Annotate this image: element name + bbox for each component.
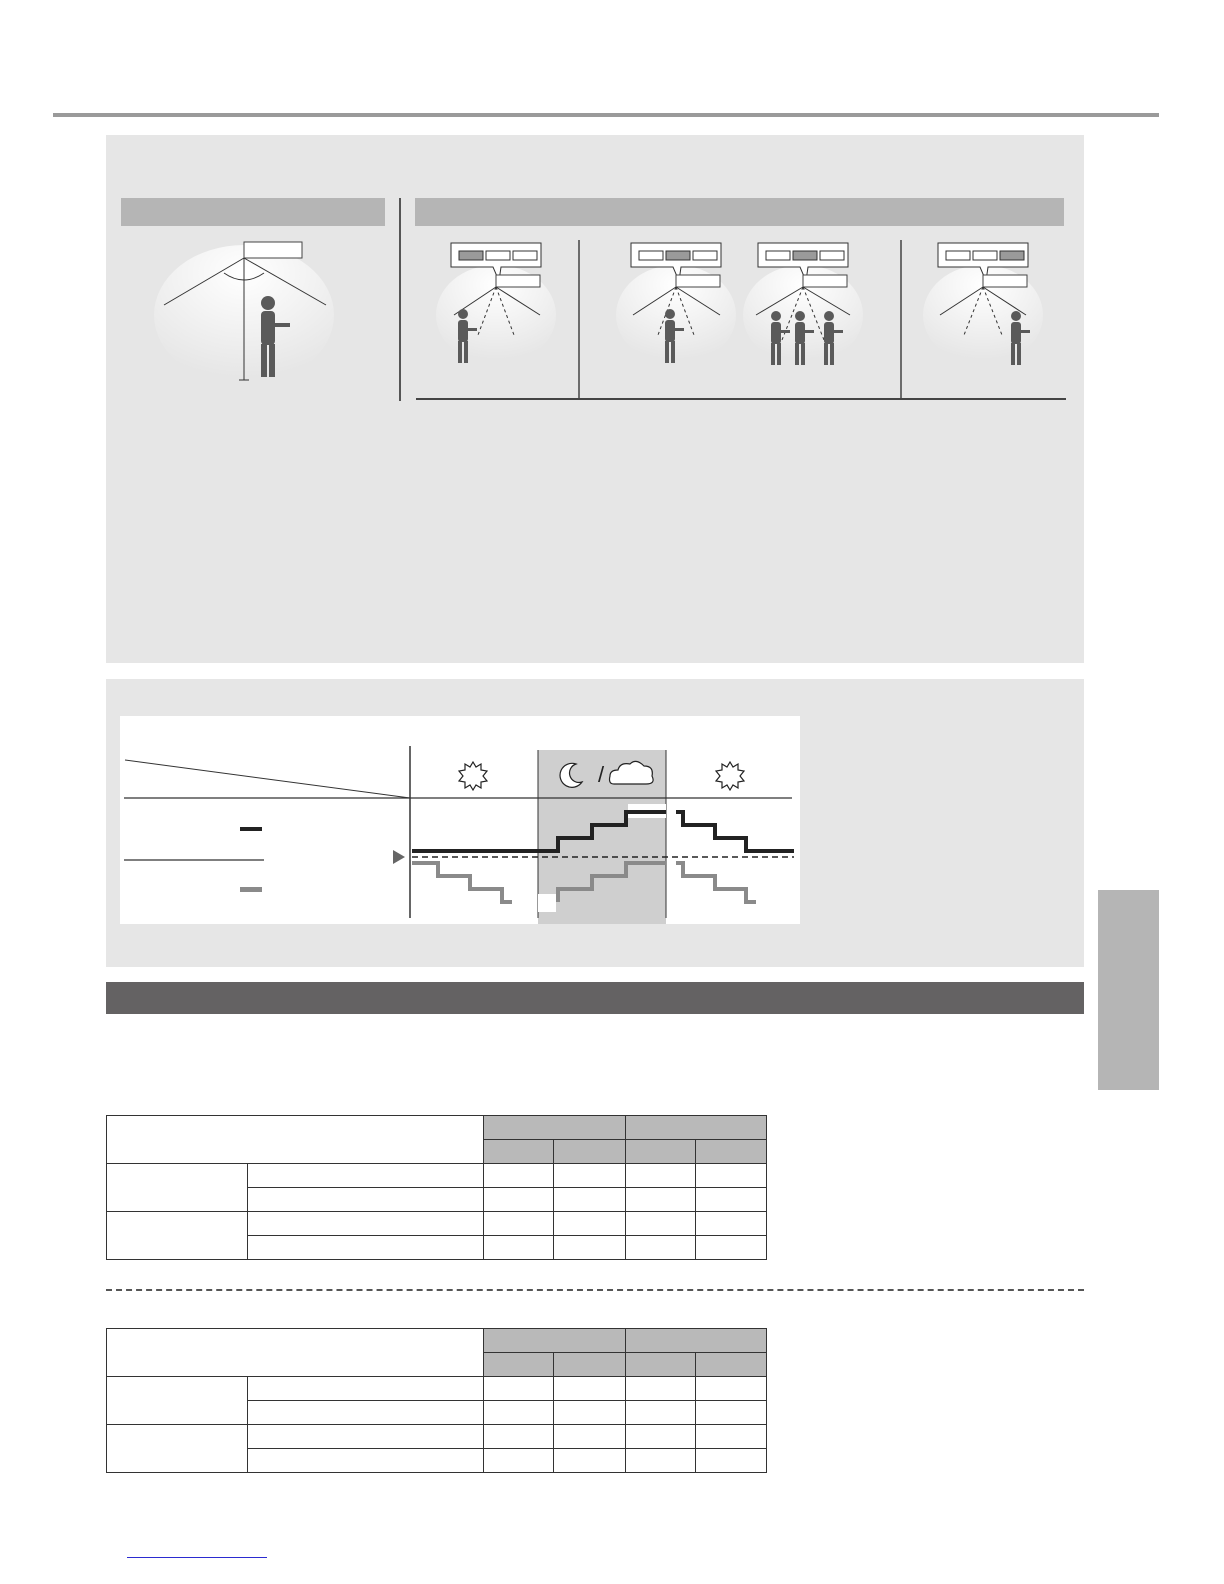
table-row bbox=[107, 1212, 767, 1236]
table-cell bbox=[696, 1164, 767, 1188]
table-cell bbox=[554, 1236, 626, 1260]
table-sub-header bbox=[554, 1140, 626, 1164]
table-cell bbox=[484, 1401, 554, 1425]
table-cell bbox=[484, 1449, 554, 1473]
table-group-header bbox=[484, 1116, 626, 1140]
table-row bbox=[107, 1425, 767, 1449]
table-cell bbox=[626, 1164, 696, 1188]
section-header-bar bbox=[106, 982, 1084, 1014]
table-cell bbox=[484, 1377, 554, 1401]
table-group-header bbox=[626, 1116, 767, 1140]
table-cell bbox=[484, 1164, 554, 1188]
right-area-detection-illustration bbox=[923, 243, 1043, 365]
table-row-group-cell bbox=[107, 1425, 248, 1473]
table-cell bbox=[696, 1449, 767, 1473]
operation-panel bbox=[106, 679, 1084, 967]
table-corner-cell bbox=[107, 1329, 484, 1377]
table-cell bbox=[554, 1401, 626, 1425]
spec-table-2 bbox=[106, 1328, 767, 1473]
table-row-group-cell bbox=[107, 1164, 248, 1212]
weather-slash: / bbox=[598, 762, 605, 787]
table-cell bbox=[696, 1212, 767, 1236]
table-sub-header bbox=[554, 1353, 626, 1377]
detection-illustrations bbox=[106, 135, 1084, 663]
table-cell bbox=[484, 1425, 554, 1449]
table-cell bbox=[248, 1425, 484, 1449]
black-line-legend-icon bbox=[240, 827, 262, 831]
table-sub-header bbox=[696, 1140, 767, 1164]
table-cell bbox=[554, 1377, 626, 1401]
table-cell bbox=[626, 1449, 696, 1473]
top-rule bbox=[53, 113, 1159, 117]
center-area-detection-illustration bbox=[616, 243, 736, 365]
table-sub-header bbox=[626, 1353, 696, 1377]
table-cell bbox=[626, 1236, 696, 1260]
table-cell bbox=[626, 1212, 696, 1236]
table-cell bbox=[248, 1401, 484, 1425]
table-corner-cell bbox=[107, 1116, 484, 1164]
table-cell bbox=[554, 1425, 626, 1449]
table-cell bbox=[248, 1164, 484, 1188]
table-cell bbox=[248, 1236, 484, 1260]
left-area-detection-illustration bbox=[436, 243, 556, 365]
table-sub-header bbox=[696, 1353, 767, 1377]
table-cell bbox=[484, 1188, 554, 1212]
table-row bbox=[107, 1164, 767, 1188]
table-cell bbox=[484, 1236, 554, 1260]
wide-area-detection-illustration bbox=[743, 243, 863, 365]
spec-table-1 bbox=[106, 1115, 767, 1260]
table-cell bbox=[626, 1401, 696, 1425]
table-cell bbox=[248, 1212, 484, 1236]
table-cell bbox=[554, 1212, 626, 1236]
table-group-header bbox=[626, 1329, 767, 1353]
table-sub-header bbox=[484, 1140, 554, 1164]
table-cell bbox=[248, 1449, 484, 1473]
dashed-separator bbox=[106, 1289, 1084, 1291]
detection-angle-illustration bbox=[154, 242, 334, 385]
table-cell bbox=[696, 1377, 767, 1401]
table-cell bbox=[696, 1401, 767, 1425]
table-group-header bbox=[484, 1329, 626, 1353]
gray-line-legend-icon bbox=[240, 887, 262, 892]
table-cell bbox=[696, 1425, 767, 1449]
table-cell bbox=[484, 1212, 554, 1236]
table-row bbox=[107, 1377, 767, 1401]
footer-link-underline[interactable] bbox=[127, 1557, 267, 1558]
table-cell bbox=[626, 1377, 696, 1401]
table-cell bbox=[554, 1188, 626, 1212]
detection-panel bbox=[106, 135, 1084, 663]
table-cell bbox=[248, 1377, 484, 1401]
table-cell bbox=[626, 1188, 696, 1212]
table-cell bbox=[696, 1236, 767, 1260]
table-sub-header bbox=[626, 1140, 696, 1164]
chapter-side-tab bbox=[1098, 890, 1159, 1090]
table-sub-header bbox=[484, 1353, 554, 1377]
operation-diagram bbox=[120, 716, 800, 924]
table-cell bbox=[248, 1188, 484, 1212]
table-cell bbox=[554, 1164, 626, 1188]
table-row-group-cell bbox=[107, 1377, 248, 1425]
table-cell bbox=[554, 1449, 626, 1473]
table-cell bbox=[626, 1425, 696, 1449]
table-cell bbox=[696, 1188, 767, 1212]
table-row-group-cell bbox=[107, 1212, 248, 1260]
